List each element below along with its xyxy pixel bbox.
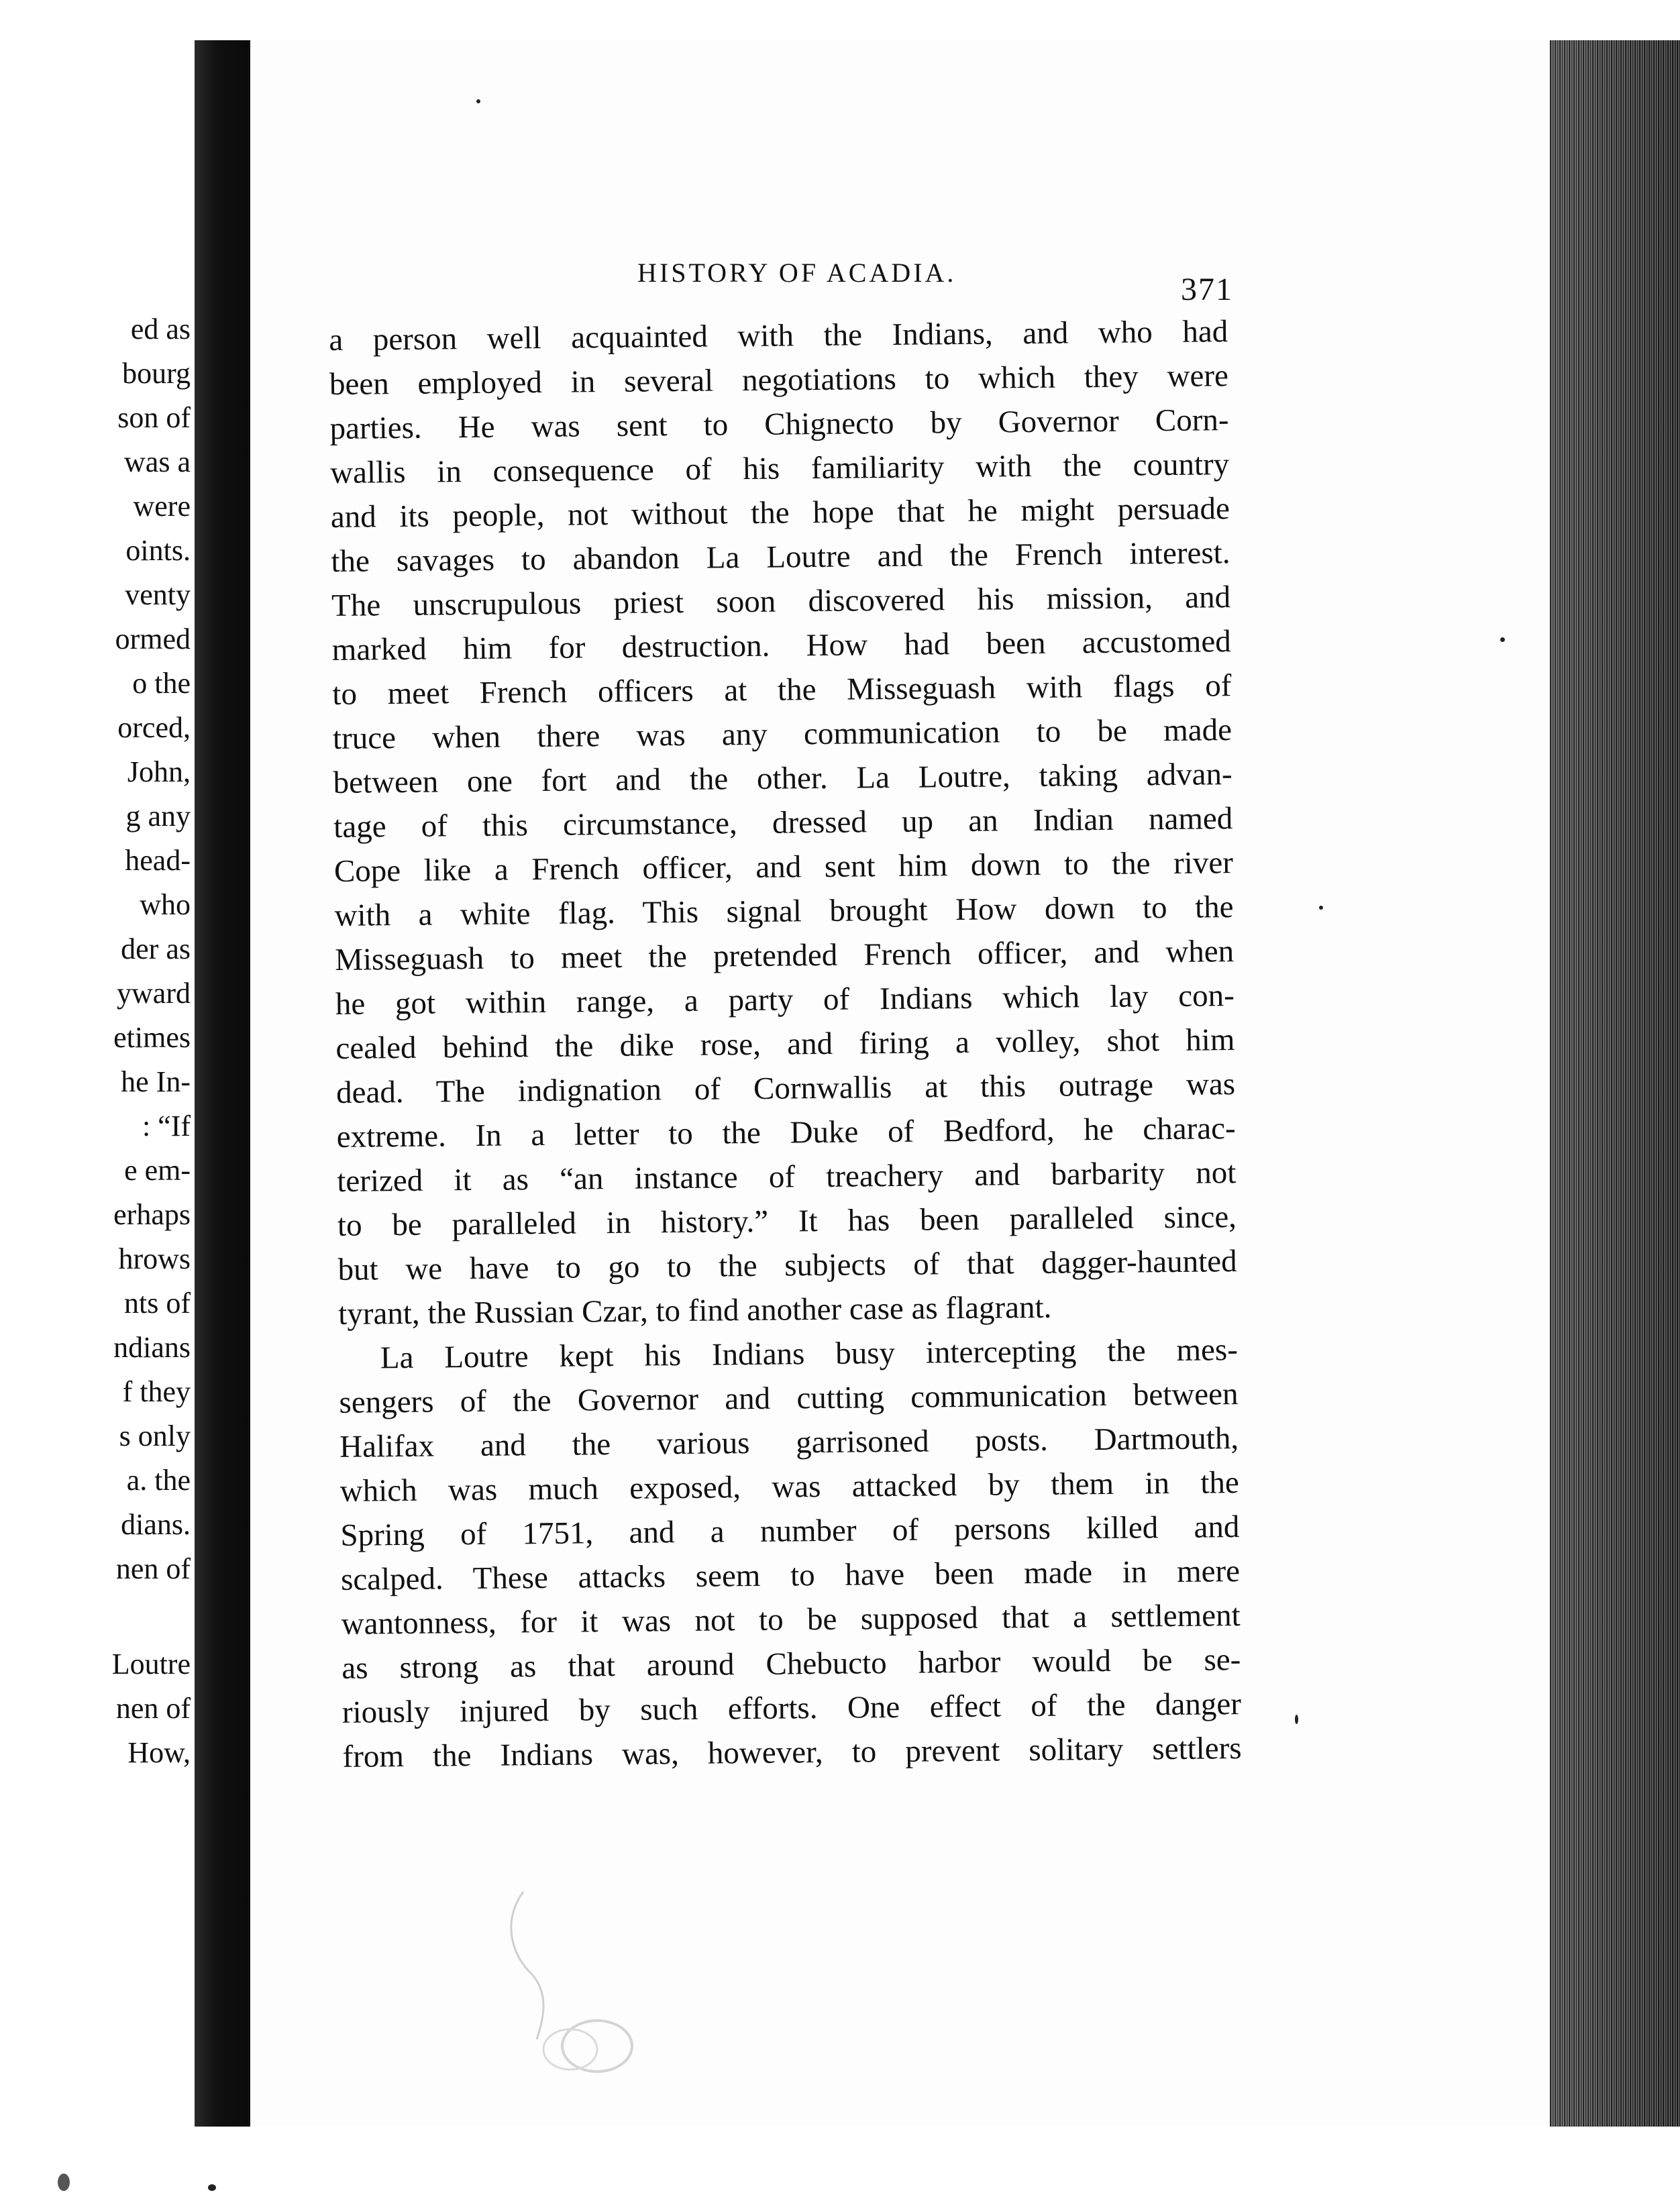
page-number: 371 [1181, 272, 1233, 307]
body-line: and its people, not without the hope that he might persuade [330, 491, 1230, 535]
body-line: tyrant, the Russian Czar, to find another case as flagrant. [338, 1289, 1052, 1332]
scan-speck [1500, 637, 1505, 642]
left-page-line: o the [132, 667, 191, 700]
scan-speck [476, 99, 480, 103]
left-page-line: was a [124, 445, 191, 478]
body-line: but we have to go to the subjects of that dagger-haunted [337, 1244, 1237, 1287]
left-page-line: a. the [126, 1464, 191, 1497]
body-line: to be paralleled in history.” It has been paralleled since, [337, 1199, 1237, 1243]
left-page-line: nen of [115, 1692, 191, 1725]
left-page-line: nen of [115, 1552, 191, 1585]
body-line: been employed in several negotiations to which they were [329, 358, 1229, 402]
left-page-line: etimes [113, 1021, 191, 1054]
body-line: between one fort and the other. La Loutre, taking advan- [333, 757, 1232, 800]
body-line: to meet French officers at the Misseguash with flags of [332, 668, 1232, 712]
page-edges-shade [1550, 40, 1680, 2140]
pencil-mark [483, 1878, 658, 2093]
left-page-line: der as [121, 932, 191, 965]
body-line: The unscrupulous priest soon discovered his mission, and [331, 580, 1231, 623]
body-line: with a white flag. This signal brought How down to the [334, 890, 1234, 933]
body-line: riously injured by such efforts. One effect of the danger [342, 1687, 1242, 1730]
body-line: wantonness, for it was not to be supposed that a settlement [341, 1598, 1241, 1642]
left-page-line: John, [127, 755, 191, 788]
left-page-line: ed as [130, 313, 191, 345]
body-line: scalped. These attacks seem to have been made in mere [340, 1554, 1241, 1597]
left-page-line: bourg [122, 357, 191, 390]
left-page-line: hrows [118, 1242, 191, 1275]
body-line: wallis in consequence of his familiarity with the country [329, 447, 1230, 490]
scan-speck [58, 2174, 70, 2191]
body-line: sengers of the Governor and cutting communication between [339, 1377, 1239, 1420]
body-line: a person well acquainted with the Indians, and who had [329, 314, 1228, 358]
body-line: which was much exposed, was attacked by them in the [339, 1465, 1239, 1509]
scan-speck [1295, 1715, 1298, 1724]
scan-speck [1319, 906, 1323, 910]
book-gutter [195, 27, 248, 2133]
body-line: Misseguash to meet the pretended French officer, and when [334, 934, 1235, 977]
left-page-line: s only [119, 1420, 191, 1452]
body-line: terized it as “an instance of treachery and barbarity not [337, 1155, 1237, 1199]
left-page-text-upper [113, 307, 191, 1591]
left-page-line: ndians [113, 1331, 191, 1364]
left-page-line: venty [125, 578, 191, 611]
left-page-line: e em- [124, 1154, 191, 1187]
body-line: Cope like a French officer, and sent him down to the river [333, 845, 1234, 889]
left-facing-page [0, 27, 196, 2120]
body-line: as strong as that around Chebucto harbor would be se- [342, 1642, 1241, 1686]
top-margin [154, 0, 1680, 40]
left-page-line: nts of [124, 1287, 191, 1320]
bottom-margin [0, 2127, 1680, 2195]
scan-speck [208, 2184, 216, 2191]
left-page-line: he In- [121, 1065, 191, 1098]
left-page-line: who [140, 888, 191, 921]
left-page-line: were [133, 490, 191, 523]
body-line: Halifax and the various garrisoned posts. Dartmouth, [339, 1421, 1239, 1464]
body-line: cealed behind the dike rose, and firing a volley, shot him [335, 1022, 1235, 1066]
left-page-line: son of [117, 401, 191, 434]
left-page-line: g any [125, 800, 191, 833]
body-line: truce when there was any communication to be made [332, 712, 1232, 756]
body-text [329, 309, 1242, 1779]
left-page-line: yward [117, 977, 191, 1010]
left-page-line: orced, [117, 711, 191, 744]
body-line: Spring of 1751, and a number of persons killed and [340, 1509, 1240, 1553]
body-line: dead. The indignation of Cornwallis at this outrage was [335, 1067, 1236, 1110]
body-line: he got within range, a party of Indians which lay con- [335, 978, 1235, 1022]
body-line: tage of this circumstance, dressed up an Indian named [333, 801, 1233, 845]
left-page-line: f they [122, 1375, 191, 1408]
left-page-line: erhaps [113, 1198, 191, 1231]
left-page-line: oints. [125, 534, 191, 567]
left-page-line: How, [127, 1736, 191, 1769]
body-line: the savages to abandon La Loutre and the French interest. [331, 535, 1230, 579]
body-line: La Loutre kept his Indians busy intercepting the mes- [380, 1332, 1239, 1376]
left-page-line: head- [125, 844, 191, 877]
body-line: parties. He was sent to Chignecto by Governor Corn- [329, 403, 1229, 446]
left-page-line: : “If [142, 1110, 191, 1142]
left-page-text-lower [112, 1642, 191, 1775]
running-title: HISTORY OF ACADIA. [637, 258, 957, 288]
body-line: from the Indians was, however, to prevent solitary settlers [342, 1731, 1242, 1774]
left-page-line: Loutre [111, 1648, 191, 1680]
body-line: extreme. In a letter to the Duke of Bedford, he charac- [336, 1111, 1236, 1155]
left-page-line: ormed [115, 623, 191, 655]
body-line: marked him for destruction. How had been accustomed [331, 624, 1231, 667]
left-page-line: dians. [121, 1508, 191, 1541]
